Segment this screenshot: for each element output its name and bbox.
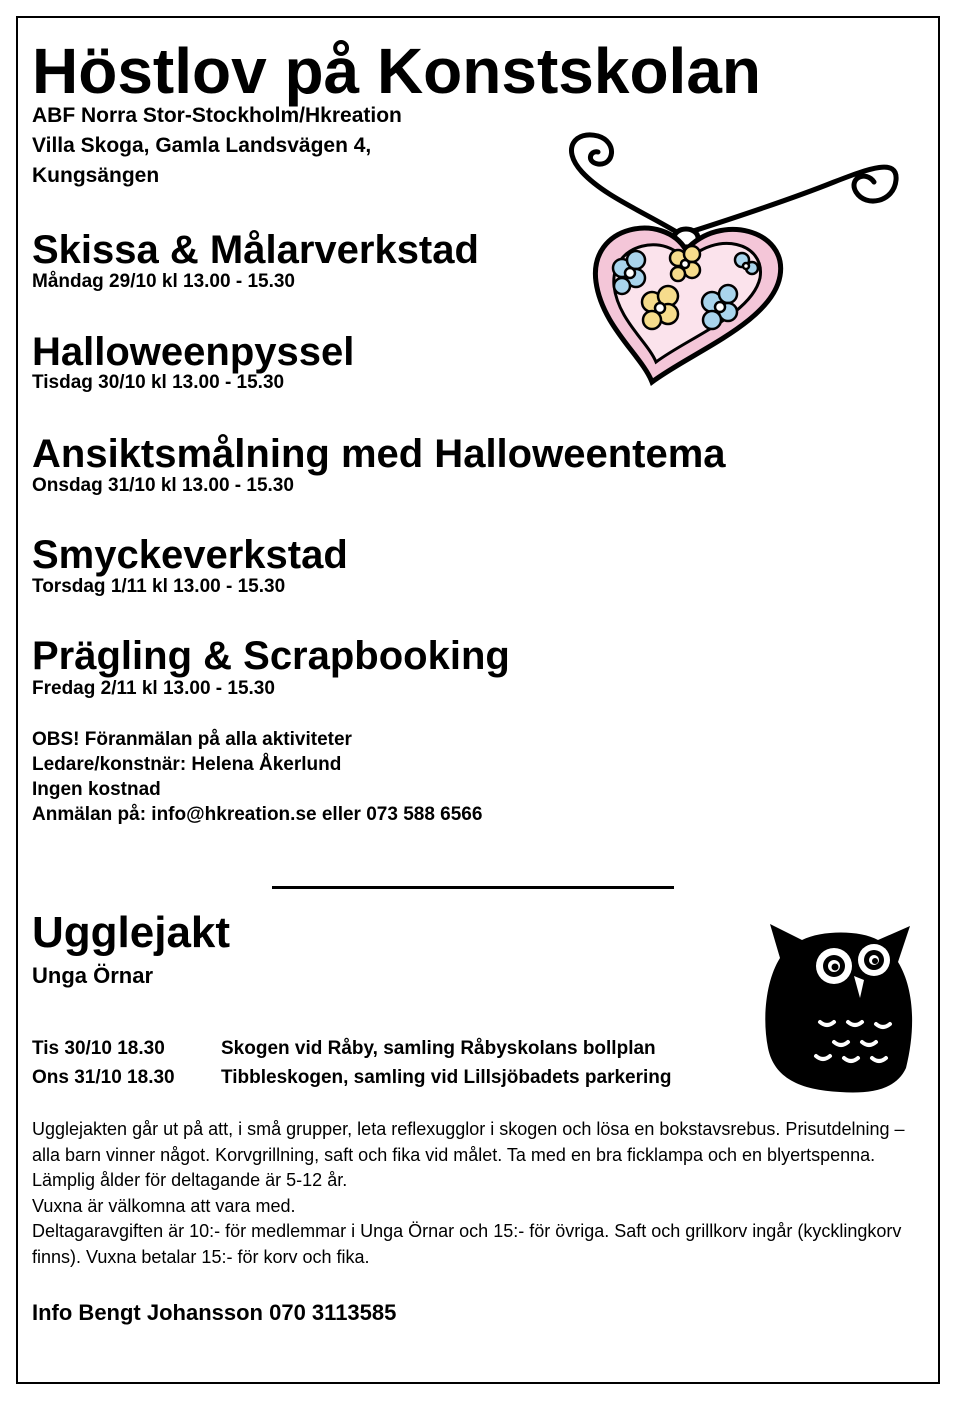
divider xyxy=(272,886,674,889)
schedule-place: Tibbleskogen, samling vid Lillsjöbadets parkering xyxy=(221,1067,672,1088)
description-paragraph: Ugglejakten går ut på att, i små grupper, leta reflexugglor i skogen och lösa en bokstavsrebus. Prisutdelning – alla barn vinner något. Korvgrillning, saft och fika vid målet. Ta med en bra ficklampa och en blyertspenna. Lämplig ålder för deltagande är 5-12 år. xyxy=(32,1119,905,1190)
description-paragraph: Deltagaravgiften är 10:- för medlemmar i Unga Örnar och 15:- för övriga. Saft och grillkorv ingår (kycklingkorv finns). Vuxna betalar 15:- för korv och fika. xyxy=(32,1221,902,1267)
activity-date: Torsdag 1/11 kl 13.00 - 15.30 xyxy=(32,576,286,597)
activity-title: Smyckeverkstad xyxy=(32,533,348,577)
address-line-1: Villa Skoga, Gamla Landsvägen 4, xyxy=(32,134,372,157)
note-cost: Ingen kostnad xyxy=(32,779,161,800)
activity-title: Prägling & Scrapbooking xyxy=(32,634,510,678)
activity-date: Måndag 29/10 kl 13.00 - 15.30 xyxy=(32,271,295,292)
note-leader: Ledare/konstnär: Helena Åkerlund xyxy=(32,754,342,775)
heart-pendant-icon xyxy=(552,126,912,388)
note-registration: OBS! Föranmälan på alla aktiviteter xyxy=(32,729,352,750)
section-title: Ugglejakt xyxy=(32,908,231,957)
description xyxy=(32,1117,922,1270)
activity-title: Ansiktsmålning med Halloweentema xyxy=(32,432,726,476)
activity-date: Onsdag 31/10 kl 13.00 - 15.30 xyxy=(32,475,294,496)
activity-date: Fredag 2/11 kl 13.00 - 15.30 xyxy=(32,678,275,699)
organizer: ABF Norra Stor-Stockholm/Hkreation xyxy=(32,104,402,127)
activity-date: Tisdag 30/10 kl 13.00 - 15.30 xyxy=(32,372,285,393)
contact-info: Info Bengt Johansson 070 3113585 xyxy=(32,1300,397,1325)
activity-title: Skissa & Målarverkstad xyxy=(32,228,479,272)
description-paragraph: Vuxna är välkomna att vara med. xyxy=(32,1195,296,1216)
activity-title: Halloweenpyssel xyxy=(32,330,355,374)
note-signup: Anmälan på: info@hkreation.se eller 073 588 6566 xyxy=(32,804,483,825)
schedule-date: Tis 30/10 18.30 xyxy=(32,1038,165,1059)
page-title: Höstlov på Konstskolan xyxy=(32,35,761,107)
schedule-place: Skogen vid Råby, samling Råbyskolans bollplan xyxy=(221,1038,656,1059)
address-line-2: Kungsängen xyxy=(32,164,160,187)
schedule-date: Ons 31/10 18.30 xyxy=(32,1067,175,1088)
section-subtitle: Unga Örnar xyxy=(32,963,154,988)
owl-icon xyxy=(760,918,916,1094)
